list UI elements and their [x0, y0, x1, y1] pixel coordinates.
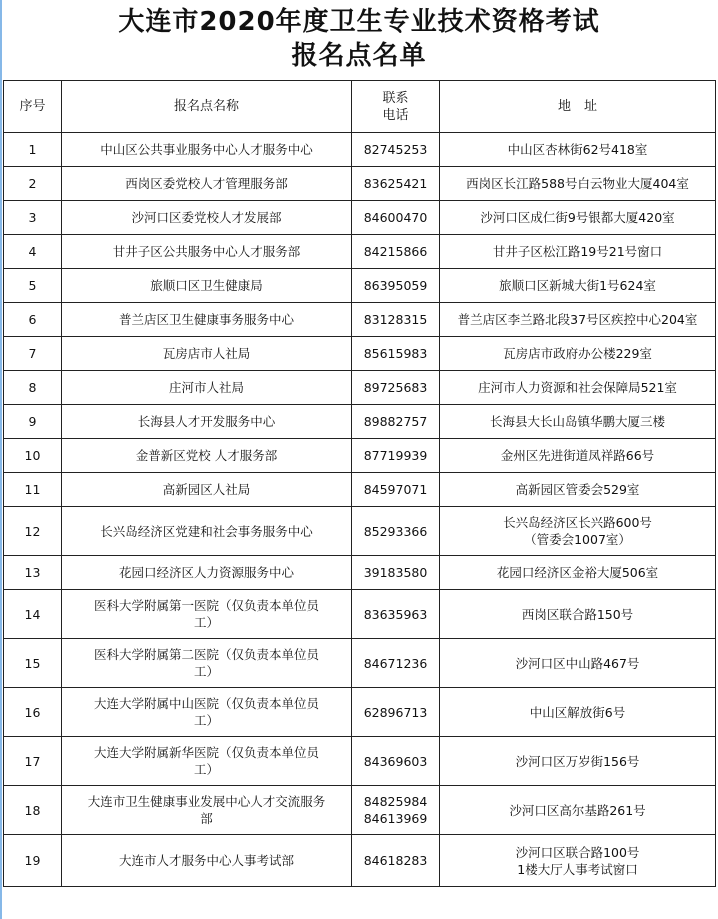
cell-address-line: 花园口经济区金裕大厦506室 [496, 565, 659, 580]
cell-phone [352, 639, 440, 688]
cell-phone [352, 439, 440, 473]
cell-index: 1 [4, 133, 62, 167]
cell-name-line: 大连市人才服务中心人事考试部 [118, 853, 294, 868]
cell-address [440, 786, 716, 835]
cell-index: 13 [4, 556, 62, 590]
table-row [4, 507, 716, 556]
cell-address [440, 835, 716, 887]
cell-address-line: 沙河口区成仁街9号银都大厦420室 [480, 210, 675, 225]
cell-address-line: 中山区杏林街62号418室 [507, 142, 648, 157]
table-row [4, 737, 716, 786]
table-row [4, 269, 716, 303]
table-row [4, 835, 716, 887]
cell-index: 18 [4, 786, 62, 835]
cell-address-line: 普兰店区李兰路北段37号区疾控中心204室 [457, 312, 698, 327]
cell-name-line: 沙河口区委党校人才发展部 [131, 210, 282, 225]
cell-name [62, 269, 352, 303]
cell-address-line: 西岗区长江路588号白云物业大厦404室 [466, 176, 689, 191]
cell-phone [352, 371, 440, 405]
cell-phone [352, 737, 440, 786]
cell-address-line: （管委会1007室） [524, 532, 631, 547]
cell-address-line: 沙河口区高尔基路261号 [509, 802, 646, 818]
cell-address [440, 167, 716, 201]
cell-phone [352, 337, 440, 371]
cell-phone [352, 303, 440, 337]
title-line-1: 大连市2020年度卫生专业技术资格考试 [118, 7, 600, 37]
cell-index: 15 [4, 639, 62, 688]
document-title [0, 0, 718, 74]
cell-phone [352, 786, 440, 835]
left-accent-line [0, 0, 2, 919]
cell-address-line: 庄河市人力资源和社会保障局521室 [478, 380, 677, 395]
cell-address [440, 133, 716, 167]
table-row [4, 556, 716, 590]
table-row [4, 303, 716, 337]
cell-address-line: 甘井子区松江路19号21号窗口 [492, 244, 663, 259]
cell-name-line: 普兰店区卫生健康事务服务中心 [118, 312, 294, 327]
cell-address [440, 337, 716, 371]
cell-name-line: 甘井子区公共服务中心人才服务部 [112, 244, 301, 259]
cell-name-line: 医科大学附属第一医院（仅负责本单位员 [93, 598, 319, 613]
cell-name-line: 中山区公共事业服务中心人才服务中心 [100, 142, 313, 157]
cell-address-line: 高新园区管委会529室 [515, 482, 640, 497]
cell-name-line: 大连市卫生健康事业发展中心人才交流服务 [87, 794, 326, 809]
cell-name-line: 瓦房店市人社局 [162, 346, 251, 361]
header-phone [352, 81, 440, 133]
cell-phone [352, 269, 440, 303]
cell-name [62, 201, 352, 235]
cell-address [440, 473, 716, 507]
table-row [4, 201, 716, 235]
cell-phone-line: 87719939 [363, 448, 428, 463]
table-row [4, 167, 716, 201]
table-row [4, 639, 716, 688]
cell-phone-line: 84597071 [363, 482, 428, 497]
cell-phone [352, 507, 440, 556]
cell-name [62, 639, 352, 688]
cell-address-line: 1楼大厅人事考试窗口 [517, 861, 638, 877]
cell-name [62, 371, 352, 405]
cell-name-line: 医科大学附属第二医院（仅负责本单位员 [93, 647, 319, 662]
cell-name [62, 405, 352, 439]
cell-address [440, 439, 716, 473]
cell-name-line: 庄河市人社局 [168, 380, 244, 395]
cell-address [440, 590, 716, 639]
cell-name-line: 大连大学附属新华医院（仅负责本单位员 [93, 745, 319, 760]
cell-address-line: 长海县大长山岛镇华鹏大厦三楼 [489, 414, 665, 429]
cell-address [440, 303, 716, 337]
cell-phone [352, 405, 440, 439]
cell-name [62, 786, 352, 835]
cell-address-line: 瓦房店市政府办公楼229室 [503, 346, 652, 361]
cell-name [62, 835, 352, 887]
cell-index: 10 [4, 439, 62, 473]
cell-name [62, 337, 352, 371]
title-line-2: 报名点名单 [291, 41, 427, 71]
cell-phone-line: 83635963 [363, 606, 428, 622]
cell-name [62, 556, 352, 590]
cell-name [62, 590, 352, 639]
cell-name [62, 303, 352, 337]
table-row [4, 371, 716, 405]
cell-index: 7 [4, 337, 62, 371]
cell-address [440, 737, 716, 786]
table-row [4, 235, 716, 269]
cell-address [440, 235, 716, 269]
header-phone-line-2: 电话 [382, 107, 409, 123]
cell-phone-line: 84600470 [363, 210, 428, 225]
header-phone-line-1: 联系 [382, 90, 409, 106]
header-address: 地 址 [440, 81, 716, 133]
cell-phone [352, 688, 440, 737]
cell-phone-line: 83128315 [363, 312, 428, 327]
registration-sites-table [3, 80, 716, 887]
cell-index: 12 [4, 507, 62, 556]
table-row [4, 405, 716, 439]
cell-index: 16 [4, 688, 62, 737]
cell-name-line: 长海县人才开发服务中心 [137, 414, 276, 429]
cell-name-line: 大连大学附属中山医院（仅负责本单位员 [93, 696, 319, 711]
cell-phone [352, 201, 440, 235]
cell-phone-line: 84671236 [363, 655, 428, 671]
cell-name-line: 金普新区党校 人才服务部 [135, 448, 278, 463]
table-row [4, 133, 716, 167]
cell-phone [352, 235, 440, 269]
table-header-row [4, 81, 716, 133]
cell-address [440, 405, 716, 439]
cell-index: 3 [4, 201, 62, 235]
cell-phone-line: 82745253 [363, 142, 428, 157]
cell-phone-line: 39183580 [363, 565, 428, 580]
cell-phone [352, 473, 440, 507]
cell-index: 17 [4, 737, 62, 786]
cell-index: 19 [4, 835, 62, 887]
cell-name-line: 高新园区人社局 [162, 482, 251, 497]
cell-index: 6 [4, 303, 62, 337]
cell-address-line: 沙河口区万岁街156号 [515, 753, 640, 769]
cell-name-line: 工） [193, 615, 219, 630]
cell-index: 2 [4, 167, 62, 201]
cell-name [62, 133, 352, 167]
cell-phone-line: 85293366 [363, 523, 428, 539]
cell-phone [352, 835, 440, 887]
cell-name-line: 长兴岛经济区党建和社会事务服务中心 [100, 523, 313, 539]
table-body [4, 133, 716, 887]
cell-name-line: 工） [193, 762, 219, 777]
cell-phone-line: 89882757 [363, 414, 428, 429]
cell-address [440, 201, 716, 235]
cell-address [440, 507, 716, 556]
cell-phone-line: 62896713 [363, 704, 428, 720]
cell-name [62, 507, 352, 556]
cell-name-line: 花园口经济区人力资源服务中心 [118, 565, 294, 580]
cell-phone-line: 86395059 [363, 278, 428, 293]
header-index: 序号 [4, 81, 62, 133]
cell-phone [352, 556, 440, 590]
cell-phone-line: 84369603 [363, 753, 428, 769]
cell-phone-line: 84613969 [363, 811, 428, 826]
cell-name [62, 737, 352, 786]
cell-name [62, 167, 352, 201]
cell-name [62, 688, 352, 737]
cell-name [62, 235, 352, 269]
cell-phone [352, 590, 440, 639]
cell-address-line: 中山区解放街6号 [529, 704, 626, 720]
cell-address [440, 556, 716, 590]
cell-index: 4 [4, 235, 62, 269]
cell-index: 11 [4, 473, 62, 507]
cell-name-line: 工） [193, 713, 219, 728]
cell-address [440, 688, 716, 737]
header-name: 报名点名称 [62, 81, 352, 133]
cell-name [62, 473, 352, 507]
cell-address [440, 269, 716, 303]
cell-address [440, 639, 716, 688]
cell-phone-line: 85615983 [363, 346, 428, 361]
cell-name-line: 旅顺口区卫生健康局 [150, 278, 263, 293]
cell-name-line: 工） [193, 664, 219, 679]
cell-name-line: 西岗区委党校人才管理服务部 [125, 176, 288, 191]
cell-name [62, 439, 352, 473]
table-row [4, 337, 716, 371]
cell-address-line: 西岗区联合路150号 [521, 606, 634, 622]
table-row [4, 688, 716, 737]
cell-address-line: 长兴岛经济区长兴路600号 [503, 515, 652, 530]
cell-index: 14 [4, 590, 62, 639]
cell-address-line: 沙河口区联合路100号 [515, 844, 640, 860]
cell-phone [352, 167, 440, 201]
cell-address [440, 371, 716, 405]
table-row [4, 439, 716, 473]
cell-phone-line: 89725683 [363, 380, 428, 395]
cell-index: 8 [4, 371, 62, 405]
cell-phone [352, 133, 440, 167]
cell-phone-line: 84215866 [363, 244, 428, 259]
cell-phone-line: 84618283 [363, 853, 428, 868]
cell-index: 9 [4, 405, 62, 439]
table-row [4, 786, 716, 835]
cell-index: 5 [4, 269, 62, 303]
cell-address-line: 金州区先进街道凤祥路66号 [500, 448, 655, 463]
cell-address-line: 沙河口区中山路467号 [515, 655, 640, 671]
cell-address-line: 旅顺口区新城大街1号624室 [499, 278, 656, 293]
table-row [4, 590, 716, 639]
table-row [4, 473, 716, 507]
cell-phone-line: 83625421 [363, 176, 428, 191]
cell-phone-line: 84825984 [363, 794, 428, 809]
cell-name-line: 部 [200, 811, 213, 826]
